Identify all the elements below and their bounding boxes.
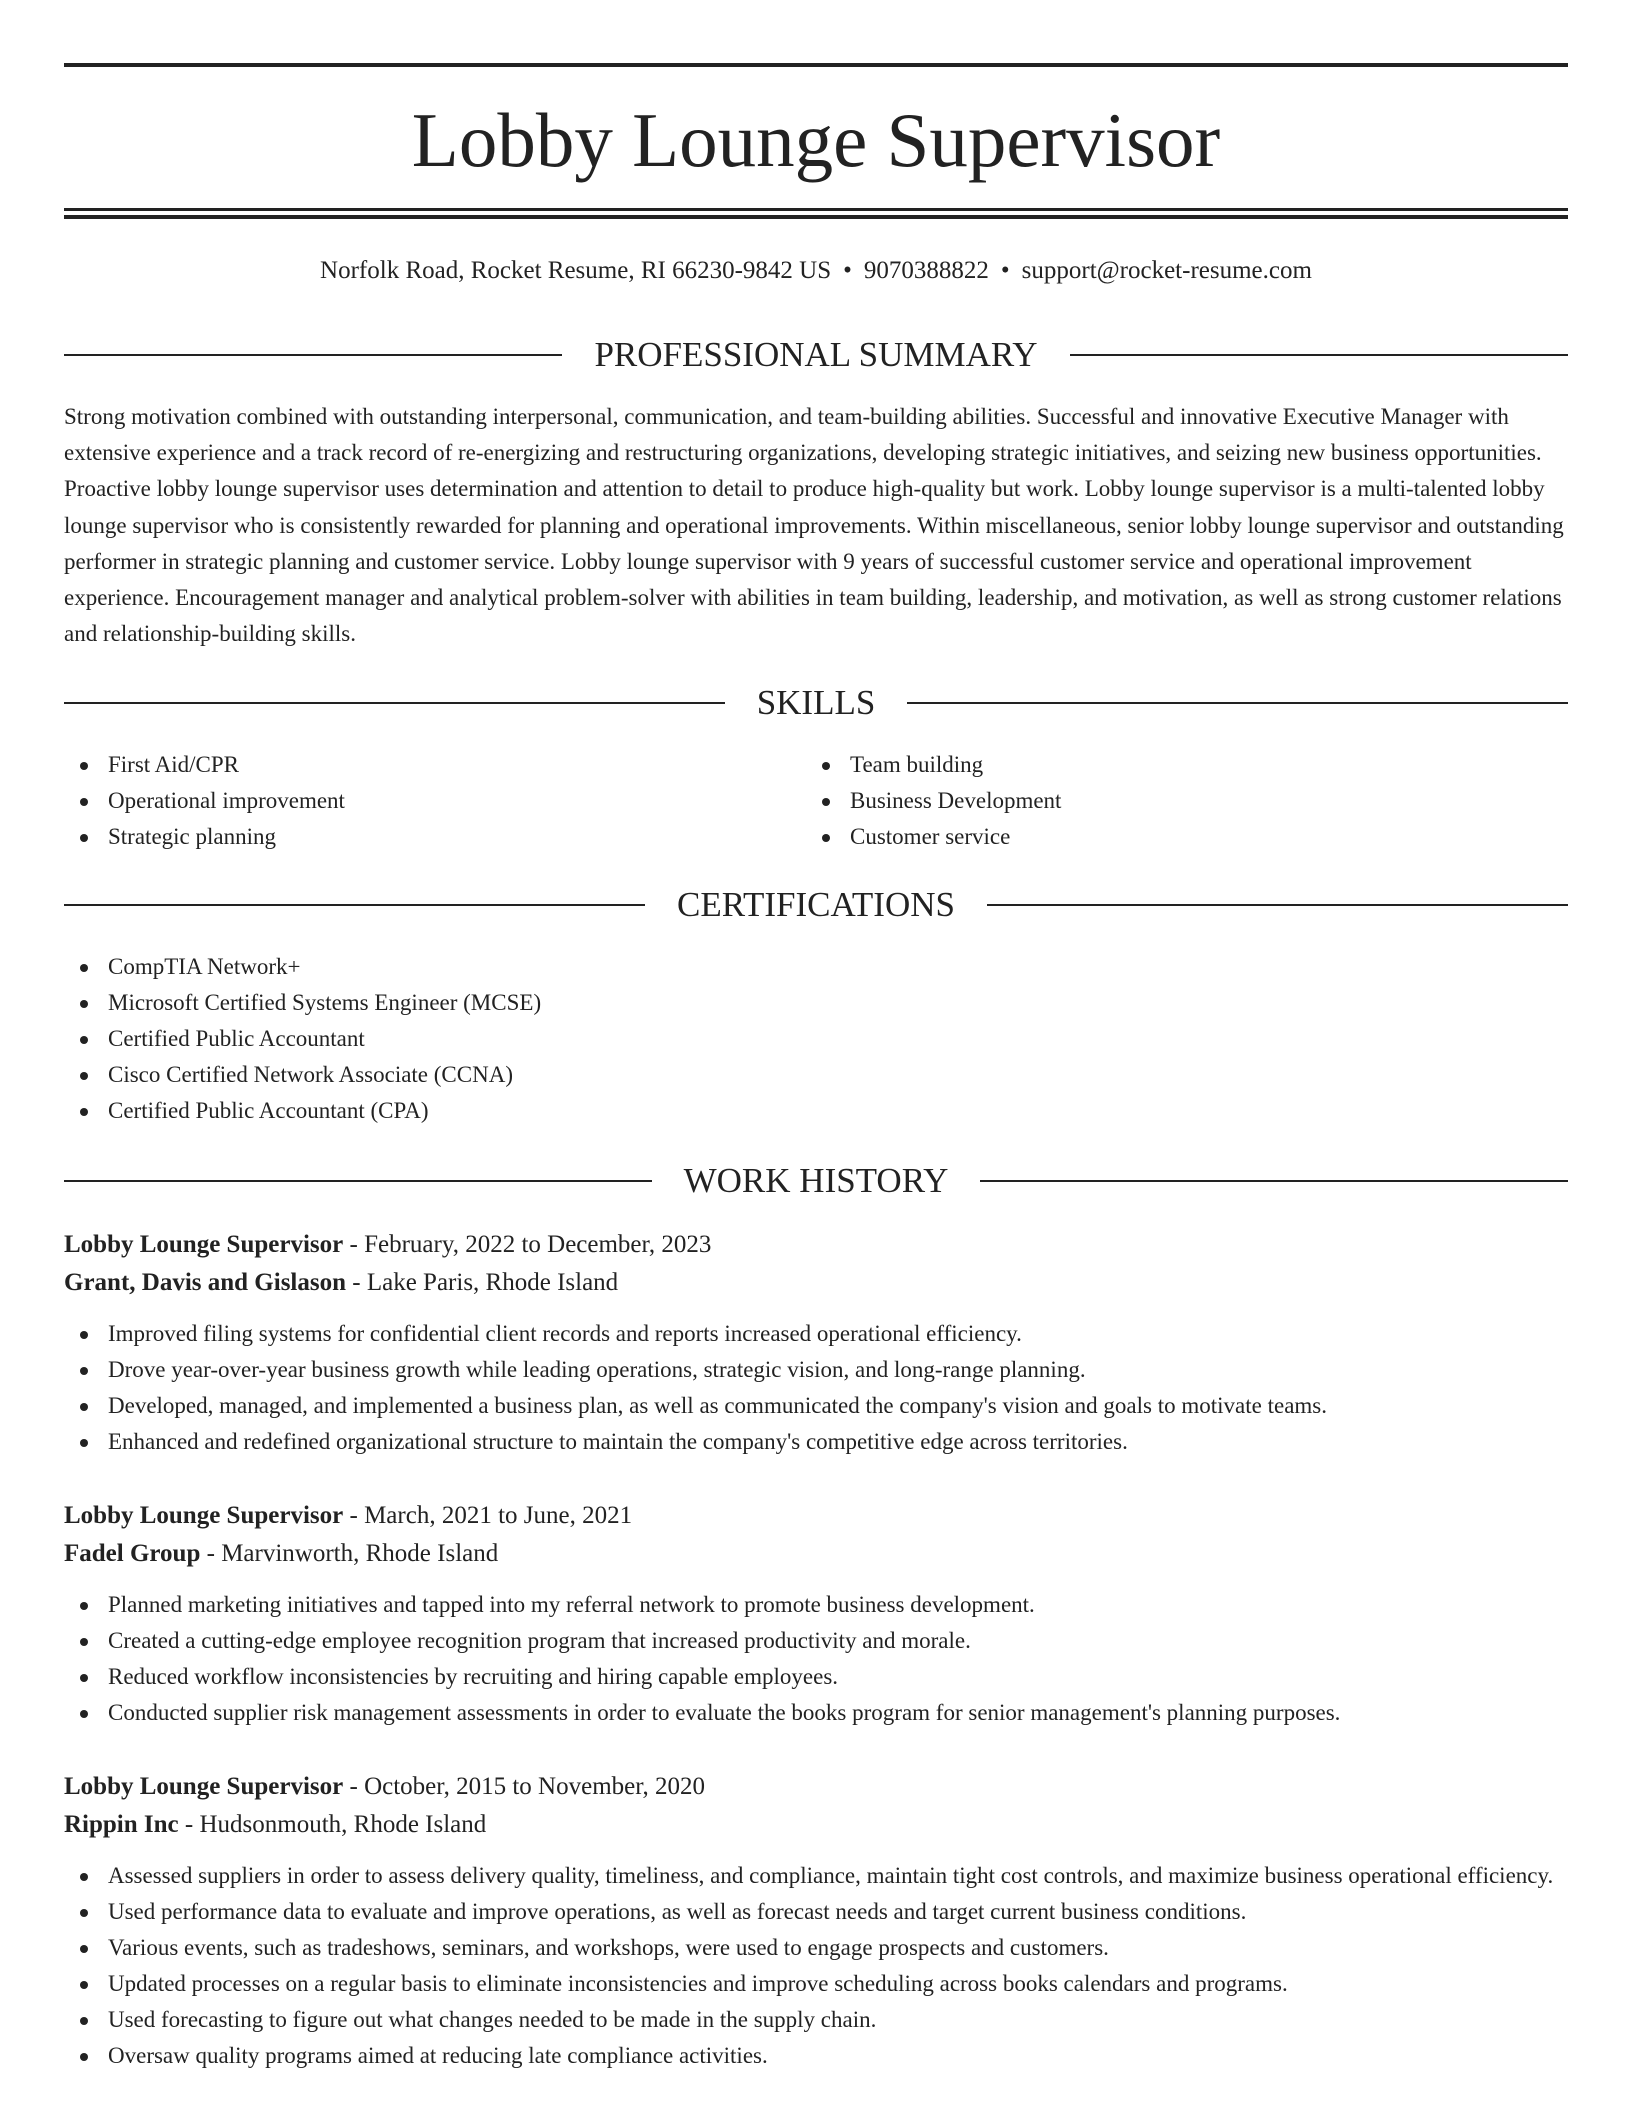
job-title: Lobby Lounge Supervisor [64,1773,344,1800]
contact-email: support@rocket-resume.com [1021,257,1312,284]
section-title-summary: PROFESSIONAL SUMMARY [594,335,1038,374]
section-rule-left [64,1180,652,1182]
contact-phone: 9070388822 [863,257,989,284]
section-rule-left [64,354,562,356]
job-title: Lobby Lounge Supervisor [64,1502,344,1529]
job-duty: Reduced workflow inconsistencies by recruiting and hiring capable employees. [64,1659,1568,1695]
skill-item: First Aid/CPR [64,747,804,783]
skills-column-right [806,747,1566,855]
job-duty: Planned marketing initiatives and tapped into my referral network to promote business development. [64,1587,1568,1623]
job-dates: - March, 2021 to June, 2021 [343,1502,633,1529]
job-duty: Enhanced and redefined organizational structure to maintain the company's competitive edge across territories. [64,1424,1568,1460]
job-location: - Marvinworth, Rhode Island [200,1540,499,1567]
certification-item: Microsoft Certified Systems Engineer (MCSE) [64,985,1568,1021]
section-rule-right [907,702,1568,704]
section-title-work-history: WORK HISTORY [683,1161,949,1200]
section-rule-right [987,904,1568,906]
section-title-certifications: CERTIFICATIONS [677,885,955,924]
job-dates: - February, 2022 to December, 2023 [343,1231,712,1258]
job-duties-list [64,1587,1568,1731]
job-entry [64,1768,1568,2074]
job-company-line [64,1806,1568,1844]
section-title-skills: SKILLS [756,683,876,722]
certification-item: Certified Public Accountant [64,1021,1568,1057]
contact-separator: • [843,257,852,284]
section-rule-left [64,702,725,704]
job-duty: Assessed suppliers in order to assess delivery quality, timeliness, and compliance, maintain tight cost controls, and maximize business operational efficiency. [64,1858,1568,1894]
title-divider-lower [64,215,1568,219]
title-divider-upper [64,208,1568,211]
job-company-line [64,1535,1568,1573]
skills-column-left [64,747,804,855]
job-entry [64,1497,1568,1731]
job-title: Lobby Lounge Supervisor [64,1231,344,1258]
job-duty: Developed, managed, and implemented a business plan, as well as communicated the company's vision and goals to motivate teams. [64,1388,1568,1424]
skill-item: Strategic planning [64,819,804,855]
skill-item: Operational improvement [64,783,804,819]
section-header-summary [64,333,1568,377]
job-duties-list [64,1316,1568,1460]
job-duty: Various events, such as tradeshows, seminars, and workshops, were used to engage prospects and customers. [64,1930,1568,1966]
summary-text: Strong motivation combined with outstanding interpersonal, communication, and team-building abilities. Successful and innovative Executive Manager with extensive experience and a track record of re-energizing and restructuring organizations, developing strategic initiatives, and seizing new business opportunities. Proactive lobby lounge supervisor uses determination and attention to detail to produce high-quality but work. Lobby lounge supervisor is a multi-talented lobby lounge supervisor who is consistently rewarded for planning and operational improvements. Within miscellaneous, senior lobby lounge supervisor and outstanding performer in strategic planning and customer service. Lobby lounge supervisor with 9 years of successful customer service and operational improvement experience. Encouragement manager and analytical problem-solver with abilities in team building, leadership, and motivation, as well as strong customer relations and relationship-building skills. [64,404,1564,647]
certification-item: Certified Public Accountant (CPA) [64,1093,1568,1129]
job-duties-list [64,1858,1568,2074]
job-duty: Created a cutting-edge employee recognition program that increased productivity and morale. [64,1623,1568,1659]
job-company-line [64,1264,1568,1302]
job-company: Grant, Davis and Gislason [64,1269,347,1296]
skill-item: Team building [806,747,1566,783]
section-header-certifications [64,883,1568,927]
job-title-line [64,1226,1568,1264]
resume-title: Lobby Lounge Supervisor [411,97,1221,183]
contact-separator: • [1000,257,1010,284]
job-title-line [64,1497,1568,1535]
job-company: Fadel Group [64,1540,201,1567]
skill-item: Business Development [806,783,1566,819]
section-rule-right [1070,354,1568,356]
top-divider [64,63,1568,67]
job-location: - Hudsonmouth, Rhode Island [178,1811,487,1838]
skills-list-left [64,747,804,855]
skill-item: Customer service [806,819,1566,855]
job-duty: Oversaw quality programs aimed at reducing late compliance activities. [64,2038,1568,2074]
contact-address: Norfolk Road, Rocket Resume, RI 66230-9842 US [320,257,832,284]
certifications-block [64,949,1568,1129]
skills-list-right [806,747,1566,855]
job-company: Rippin Inc [64,1811,179,1838]
job-duty: Used forecasting to figure out what changes needed to be made in the supply chain. [64,2002,1568,2038]
job-duty: Improved filing systems for confidential client records and reports increased operational efficiency. [64,1316,1568,1352]
job-dates: - October, 2015 to November, 2020 [343,1773,706,1800]
certification-item: Cisco Certified Network Associate (CCNA) [64,1057,1568,1093]
job-duty: Conducted supplier risk management assessments in order to evaluate the books program for senior management's planning purposes. [64,1695,1568,1731]
job-duty: Used performance data to evaluate and improve operations, as well as forecast needs and target current business conditions. [64,1894,1568,1930]
job-entry [64,1226,1568,1460]
section-header-skills [64,681,1568,725]
certification-item: CompTIA Network+ [64,949,1568,985]
job-location: - Lake Paris, Rhode Island [346,1269,619,1296]
job-duty: Updated processes on a regular basis to eliminate inconsistencies and improve scheduling across books calendars and programs. [64,1966,1568,2002]
job-duty: Drove year-over-year business growth while leading operations, strategic vision, and long-range planning. [64,1352,1568,1388]
section-header-work-history [64,1159,1568,1203]
section-rule-left [64,904,645,906]
job-title-line [64,1768,1568,1806]
section-rule-right [980,1180,1568,1182]
certifications-list [64,949,1568,1129]
contact-info [64,254,1568,288]
